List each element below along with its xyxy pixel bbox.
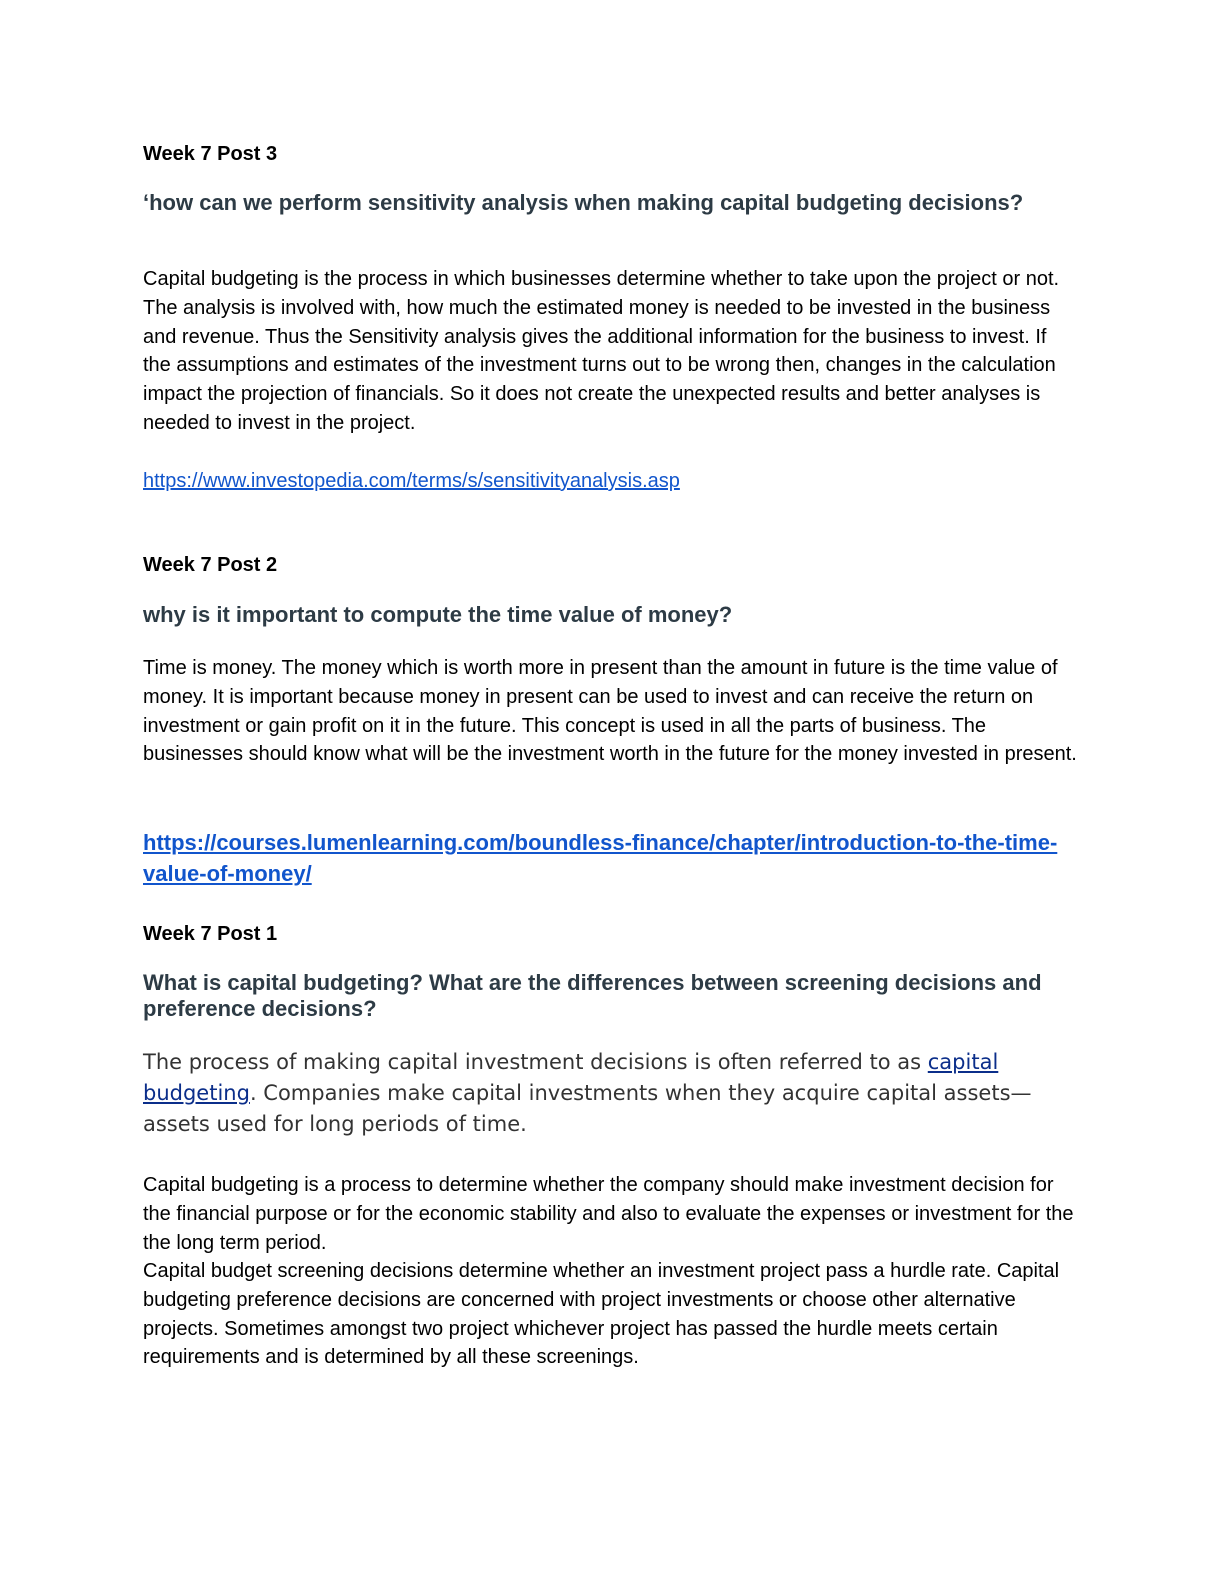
post-question: ‘how can we perform sensitivity analysis when making capital budgeting decisions?	[143, 190, 1024, 215]
reference-link[interactable]: https://courses.lumenlearning.com/boundless-finance/chapter/introduction-to-the-time-value-of-money/	[143, 830, 1058, 886]
quoted-definition	[143, 1047, 1078, 1140]
post-heading: Week 7 Post 3	[143, 143, 278, 165]
reference-link[interactable]: https://www.investopedia.com/terms/s/sensitivityanalysis.asp	[143, 470, 680, 492]
capital-budgeting-link[interactable]: capital budgeting	[143, 1050, 999, 1105]
post-question: why is it important to compute the time value of money?	[143, 602, 733, 627]
post-heading: Week 7 Post 2	[143, 554, 278, 576]
quote-text-after: . Companies make capital investments when they acquire capital assets—assets used for long periods of time.	[143, 1081, 1032, 1136]
post-question: What is capital budgeting? What are the differences between screening decisions and preference decisions?	[143, 970, 1042, 1021]
post-body: Capital budget screening decisions determine whether an investment project pass a hurdle rate. Capital budgeting preference decisions are concerned with project investments or choose other alternative projects. Sometimes amongst two project whichever project has passed the hurdle meets certain requirements and is determined by all these screenings.	[143, 1260, 1060, 1369]
post-body: Time is money. The money which is worth more in present than the amount in future is the time value of money. It is important because money in present can be used to invest and can receive the return on investment or gain profit on it in the future. This concept is used in all the parts of business. The businesses should know what will be the investment worth in the future for the money invested in present.	[143, 657, 1077, 766]
quote-text-before: The process of making capital investment decisions is often referred to as	[143, 1050, 928, 1074]
post-heading: Week 7 Post 1	[143, 923, 278, 945]
post-body: Capital budgeting is the process in which businesses determine whether to take upon the project or not. The analysis is involved with, how much the estimated money is needed to be invested in the business and revenue. Thus the Sensitivity analysis gives the additional information for the business to invest. If the assumptions and estimates of the investment turns out to be wrong then, changes in the calculation impact the projection of financials. So it does not create the unexpected results and better analyses is needed to invest in the project.	[143, 268, 1060, 434]
post-body: Capital budgeting is a process to determine whether the company should make investment decision for the financial purpose or for the economic stability and also to evaluate the expenses or investment for the the long term period.	[143, 1174, 1074, 1254]
